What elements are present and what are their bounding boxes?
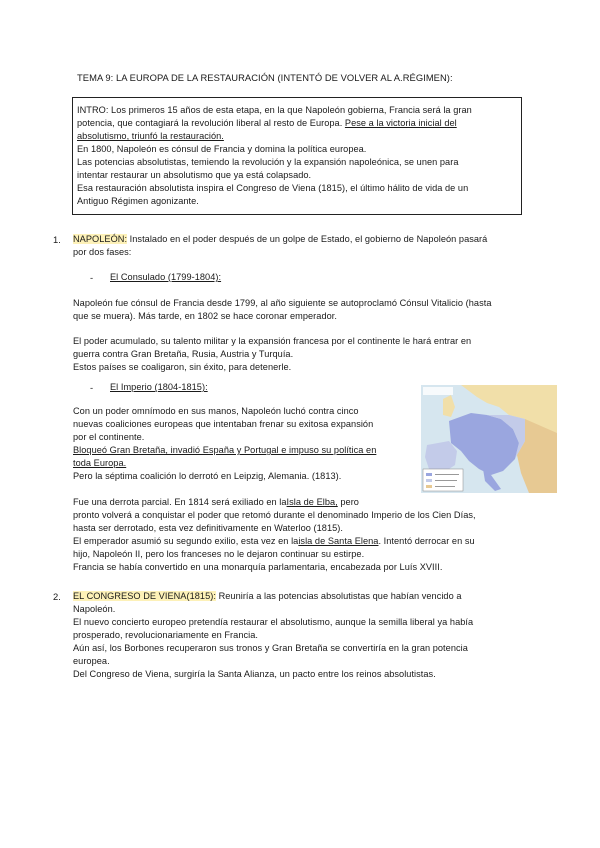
paragraph-line: Con un poder omnímodo en sus manos, Napoleón luchó contra cinco	[73, 406, 359, 416]
paragraph-line: Francia se había convertido en una monarquía parlamentaria, encabezada por Luís XVIII.	[73, 562, 443, 572]
subheading-imperio: El Imperio (1804-1815):	[110, 382, 208, 392]
intro-line: Antiguo Régimen agonizante.	[77, 196, 199, 206]
map-title-box	[423, 387, 453, 395]
map-legend-swatch	[426, 479, 432, 482]
paragraph-line: Bloqueó Gran Bretaña, invadió España y Portugal e impuso su política en	[73, 445, 377, 455]
paragraph-line: Fue una derrota parcial. En 1814 será exiliado en laIsla de Elba, pero	[73, 497, 359, 507]
map-graphic	[421, 385, 557, 493]
section-heading: NAPOLEÓN:	[73, 234, 128, 244]
paragraph-line: nuevas coaliciones europeas que intentaban frenar su exitosa expansión	[73, 419, 374, 429]
section-2-line: EL CONGRESO DE VIENA(1815): Reuniría a las potencias absolutistas que habían vencido a	[73, 591, 462, 601]
page-title: TEMA 9: LA EUROPA DE LA RESTAURACIÓN (INTENTÓ DE VOLVER AL A.RÉGIMEN):	[77, 72, 453, 83]
section-number: 2.	[53, 591, 61, 602]
paragraph-line: europea.	[73, 656, 110, 666]
paragraph-line: Estos países se coaligaron, sin éxito, para detenerle.	[73, 362, 292, 372]
paragraph-line: prosperado, revolucionariamente en Francia.	[73, 630, 258, 640]
intro-line: potencia, que contagiará la revolución liberal al resto de Europa. Pese a la victoria inicial del	[77, 118, 457, 128]
intro-line: absolutismo, triunfó la restauración.	[77, 131, 224, 141]
paragraph-line: Pero la séptima coalición lo derrotó en Leipzig, Alemania. (1813).	[73, 471, 342, 481]
paragraph-line: Napoleón.	[73, 604, 116, 614]
paragraph-line: El nuevo concierto europeo pretendía restaurar el absolutismo, aunque la semilla liberal ya había	[73, 617, 474, 627]
intro-line: Esa restauración absolutista inspira el Congreso de Viena (1815), el último hálito de vida de un	[77, 183, 469, 193]
paragraph-line: Aún así, los Borbones recuperaron sus tronos y Gran Bretaña se convertiría en la gran potencia	[73, 643, 468, 653]
section-1-line: por dos fases:	[73, 247, 132, 257]
bullet-dash: -	[90, 272, 94, 283]
paragraph-line: hijo, Napoleón II, pero los franceses no le dejaron continuar su estirpe.	[73, 549, 365, 559]
section-heading: EL CONGRESO DE VIENA(1815):	[73, 591, 216, 601]
paragraph-line: por el continente.	[73, 432, 145, 442]
subheading-consulado: El Consulado (1799-1804):	[110, 272, 222, 282]
paragraph-line: El emperador asumió su segundo exilio, esta vez en laisla de Santa Elena. Intentó derrocar en su	[73, 536, 475, 546]
map-legend-swatch	[426, 485, 432, 488]
paragraph-line: pronto volverá a conquistar el poder que retomó durante el denominado Imperio de los Cien Días,	[73, 510, 476, 520]
intro-line: Las potencias absolutistas, temiendo la revolución y la expansión napoleónica, se unen para	[77, 157, 459, 167]
paragraph-line: Del Congreso de Viena, surgiría la Santa Alianza, un pacto entre los reinos absolutistas.	[73, 669, 436, 679]
paragraph-line: que se muera). Más tarde, en 1802 se hace coronar emperador.	[73, 311, 337, 321]
bullet-dash: -	[90, 382, 94, 393]
intro-line: intentar restaurar un absolutismo que ya está colapsado.	[77, 170, 312, 180]
map-legend-swatch	[426, 473, 432, 476]
paragraph-line: guerra contra Gran Bretaña, Rusia, Austria y Turquía.	[73, 349, 294, 359]
intro-line: INTRO: Los primeros 15 años de esta etapa, en la que Napoleón gobierna, Francia será la gran	[77, 105, 472, 115]
paragraph-line: toda Europa.	[73, 458, 127, 468]
napoleonic-europe-map	[421, 385, 557, 493]
intro-line: En 1800, Napoleón es cónsul de Francia y domina la política europea.	[77, 144, 367, 154]
paragraph-line: El poder acumulado, su talento militar y la expansión francesa por el continente le hará entrar en	[73, 336, 472, 346]
paragraph-line: Napoleón fue cónsul de Francia desde 1799, al año siguiente se autoproclamó Cónsul Vitalicio (hasta	[73, 298, 492, 308]
section-number: 1.	[53, 234, 61, 245]
paragraph-line: hasta ser derrotado, esta vez definitivamente en Waterloo (1815).	[73, 523, 344, 533]
section-1-line: NAPOLEÓN: Instalado en el poder después de un golpe de Estado, el gobierno de Napoleón pasará	[73, 234, 488, 244]
